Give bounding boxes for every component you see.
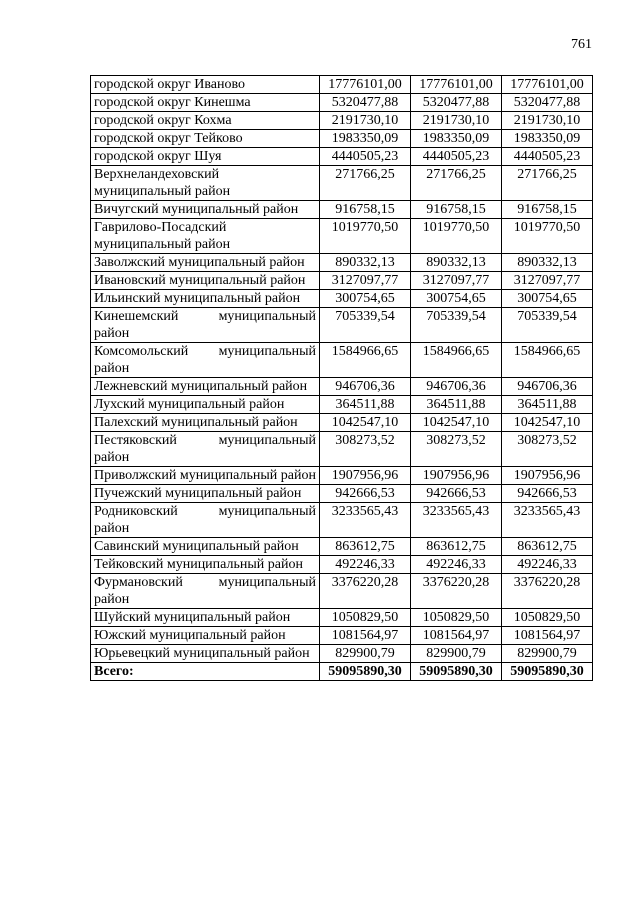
amount-cell-2: 308273,52: [411, 432, 502, 467]
district-name-cell: Юрьевецкий муниципальный район: [91, 645, 320, 663]
amount-cell-2: 916758,15: [411, 201, 502, 219]
amount-cell-2: 271766,25: [411, 166, 502, 201]
total-amount-1: 59095890,30: [320, 663, 411, 681]
district-name-cell: городской округ Кинешма: [91, 94, 320, 112]
table-body: [91, 76, 593, 681]
amount-cell-3: 916758,15: [502, 201, 593, 219]
district-name-cell: Шуйский муниципальный район: [91, 609, 320, 627]
amount-cell-2: 1584966,65: [411, 343, 502, 378]
amount-cell-2: 3376220,28: [411, 574, 502, 609]
table-row: [91, 219, 593, 254]
amount-cell-2: 300754,65: [411, 290, 502, 308]
amount-cell-2: 942666,53: [411, 485, 502, 503]
amount-cell-2: 4440505,23: [411, 148, 502, 166]
amount-cell-3: 1983350,09: [502, 130, 593, 148]
amount-cell-1: 2191730,10: [320, 112, 411, 130]
amount-cell-2: 3127097,77: [411, 272, 502, 290]
page-number: 761: [571, 37, 592, 52]
amount-cell-1: 3127097,77: [320, 272, 411, 290]
amount-cell-3: 364511,88: [502, 396, 593, 414]
amount-cell-3: 3127097,77: [502, 272, 593, 290]
table-row: [91, 609, 593, 627]
amount-cell-2: 492246,33: [411, 556, 502, 574]
amount-cell-3: 3376220,28: [502, 574, 593, 609]
district-name-cell: Родниковский муниципальный район: [91, 503, 320, 538]
amount-cell-3: 308273,52: [502, 432, 593, 467]
amount-cell-3: 5320477,88: [502, 94, 593, 112]
table-row: [91, 556, 593, 574]
amount-cell-3: 1050829,50: [502, 609, 593, 627]
amount-cell-1: 3376220,28: [320, 574, 411, 609]
table-row: [91, 166, 593, 201]
district-name-cell: Гаврилово-Посадский муниципальный район: [91, 219, 320, 254]
table-row: [91, 343, 593, 378]
amount-cell-3: 300754,65: [502, 290, 593, 308]
amount-cell-3: 17776101,00: [502, 76, 593, 94]
table-row: [91, 574, 593, 609]
table-row: [91, 538, 593, 556]
amount-cell-1: 1042547,10: [320, 414, 411, 432]
amount-cell-1: 1081564,97: [320, 627, 411, 645]
amount-cell-2: 17776101,00: [411, 76, 502, 94]
amount-cell-1: 829900,79: [320, 645, 411, 663]
amount-cell-1: 300754,65: [320, 290, 411, 308]
district-name-cell: городской округ Кохма: [91, 112, 320, 130]
amount-cell-2: 1081564,97: [411, 627, 502, 645]
district-name-cell: Фурмановский муниципальный район: [91, 574, 320, 609]
table-row: [91, 308, 593, 343]
district-name-cell: Кинешемский муниципальный район: [91, 308, 320, 343]
district-name-cell: Южский муниципальный район: [91, 627, 320, 645]
district-name-cell: Савинский муниципальный район: [91, 538, 320, 556]
district-name-cell: городской округ Шуя: [91, 148, 320, 166]
amount-cell-3: 863612,75: [502, 538, 593, 556]
table-row: [91, 112, 593, 130]
total-amount-3: 59095890,30: [502, 663, 593, 681]
amount-cell-3: 1584966,65: [502, 343, 593, 378]
district-name-cell: Комсомольский муниципальный район: [91, 343, 320, 378]
amount-cell-3: 942666,53: [502, 485, 593, 503]
district-name-cell: Пучежский муниципальный район: [91, 485, 320, 503]
amount-cell-3: 1042547,10: [502, 414, 593, 432]
amount-cell-2: 1050829,50: [411, 609, 502, 627]
amount-cell-2: 3233565,43: [411, 503, 502, 538]
total-amount-2: 59095890,30: [411, 663, 502, 681]
amount-cell-1: 3233565,43: [320, 503, 411, 538]
table-row: [91, 290, 593, 308]
amount-cell-1: 942666,53: [320, 485, 411, 503]
amount-cell-1: 705339,54: [320, 308, 411, 343]
district-name-cell: Верхнеландеховский муниципальный район: [91, 166, 320, 201]
amount-cell-3: 946706,36: [502, 378, 593, 396]
amount-cell-3: 492246,33: [502, 556, 593, 574]
amount-cell-1: 492246,33: [320, 556, 411, 574]
table-row: [91, 272, 593, 290]
table-row: [91, 503, 593, 538]
amount-cell-2: 364511,88: [411, 396, 502, 414]
table-row: [91, 645, 593, 663]
amount-cell-1: 5320477,88: [320, 94, 411, 112]
amount-cell-3: 3233565,43: [502, 503, 593, 538]
amount-cell-3: 1907956,96: [502, 467, 593, 485]
amount-cell-3: 705339,54: [502, 308, 593, 343]
amount-cell-2: 863612,75: [411, 538, 502, 556]
district-name-cell: Приволжский муниципальный район: [91, 467, 320, 485]
budget-table: [90, 75, 593, 681]
amount-cell-1: 4440505,23: [320, 148, 411, 166]
table-row: [91, 467, 593, 485]
amount-cell-2: 5320477,88: [411, 94, 502, 112]
amount-cell-1: 17776101,00: [320, 76, 411, 94]
district-name-cell: Заволжский муниципальный район: [91, 254, 320, 272]
table-row: [91, 94, 593, 112]
amount-cell-3: 2191730,10: [502, 112, 593, 130]
amount-cell-3: 829900,79: [502, 645, 593, 663]
district-name-cell: Ильинский муниципальный район: [91, 290, 320, 308]
district-name-cell: Пестяковский муниципальный район: [91, 432, 320, 467]
district-name-cell: городской округ Тейково: [91, 130, 320, 148]
amount-cell-1: 308273,52: [320, 432, 411, 467]
table-row: [91, 378, 593, 396]
table-row: [91, 130, 593, 148]
amount-cell-2: 1907956,96: [411, 467, 502, 485]
amount-cell-2: 946706,36: [411, 378, 502, 396]
amount-cell-1: 364511,88: [320, 396, 411, 414]
amount-cell-1: 1907956,96: [320, 467, 411, 485]
total-label: Всего:: [91, 663, 320, 681]
district-name-cell: Тейковский муниципальный район: [91, 556, 320, 574]
table-row: [91, 254, 593, 272]
district-name-cell: Вичугский муниципальный район: [91, 201, 320, 219]
district-name-cell: Лухский муниципальный район: [91, 396, 320, 414]
table-row: [91, 432, 593, 467]
district-name-cell: Лежневский муниципальный район: [91, 378, 320, 396]
amount-cell-1: 1983350,09: [320, 130, 411, 148]
amount-cell-1: 1050829,50: [320, 609, 411, 627]
table-row: [91, 627, 593, 645]
amount-cell-1: 863612,75: [320, 538, 411, 556]
district-name-cell: Ивановский муниципальный район: [91, 272, 320, 290]
amount-cell-2: 1983350,09: [411, 130, 502, 148]
amount-cell-3: 4440505,23: [502, 148, 593, 166]
amount-cell-1: 1019770,50: [320, 219, 411, 254]
amount-cell-1: 1584966,65: [320, 343, 411, 378]
district-name-cell: городской округ Иваново: [91, 76, 320, 94]
table-row: [91, 76, 593, 94]
amount-cell-2: 705339,54: [411, 308, 502, 343]
amount-cell-2: 1042547,10: [411, 414, 502, 432]
amount-cell-2: 829900,79: [411, 645, 502, 663]
table-row: [91, 414, 593, 432]
amount-cell-3: 890332,13: [502, 254, 593, 272]
amount-cell-2: 890332,13: [411, 254, 502, 272]
amount-cell-1: 916758,15: [320, 201, 411, 219]
amount-cell-3: 1081564,97: [502, 627, 593, 645]
amount-cell-2: 2191730,10: [411, 112, 502, 130]
amount-cell-2: 1019770,50: [411, 219, 502, 254]
district-name-cell: Палехский муниципальный район: [91, 414, 320, 432]
table-row: [91, 396, 593, 414]
total-row: [91, 663, 593, 681]
amount-cell-3: 1019770,50: [502, 219, 593, 254]
amount-cell-1: 890332,13: [320, 254, 411, 272]
amount-cell-1: 946706,36: [320, 378, 411, 396]
amount-cell-3: 271766,25: [502, 166, 593, 201]
table-row: [91, 201, 593, 219]
table-row: [91, 148, 593, 166]
amount-cell-1: 271766,25: [320, 166, 411, 201]
table-row: [91, 485, 593, 503]
